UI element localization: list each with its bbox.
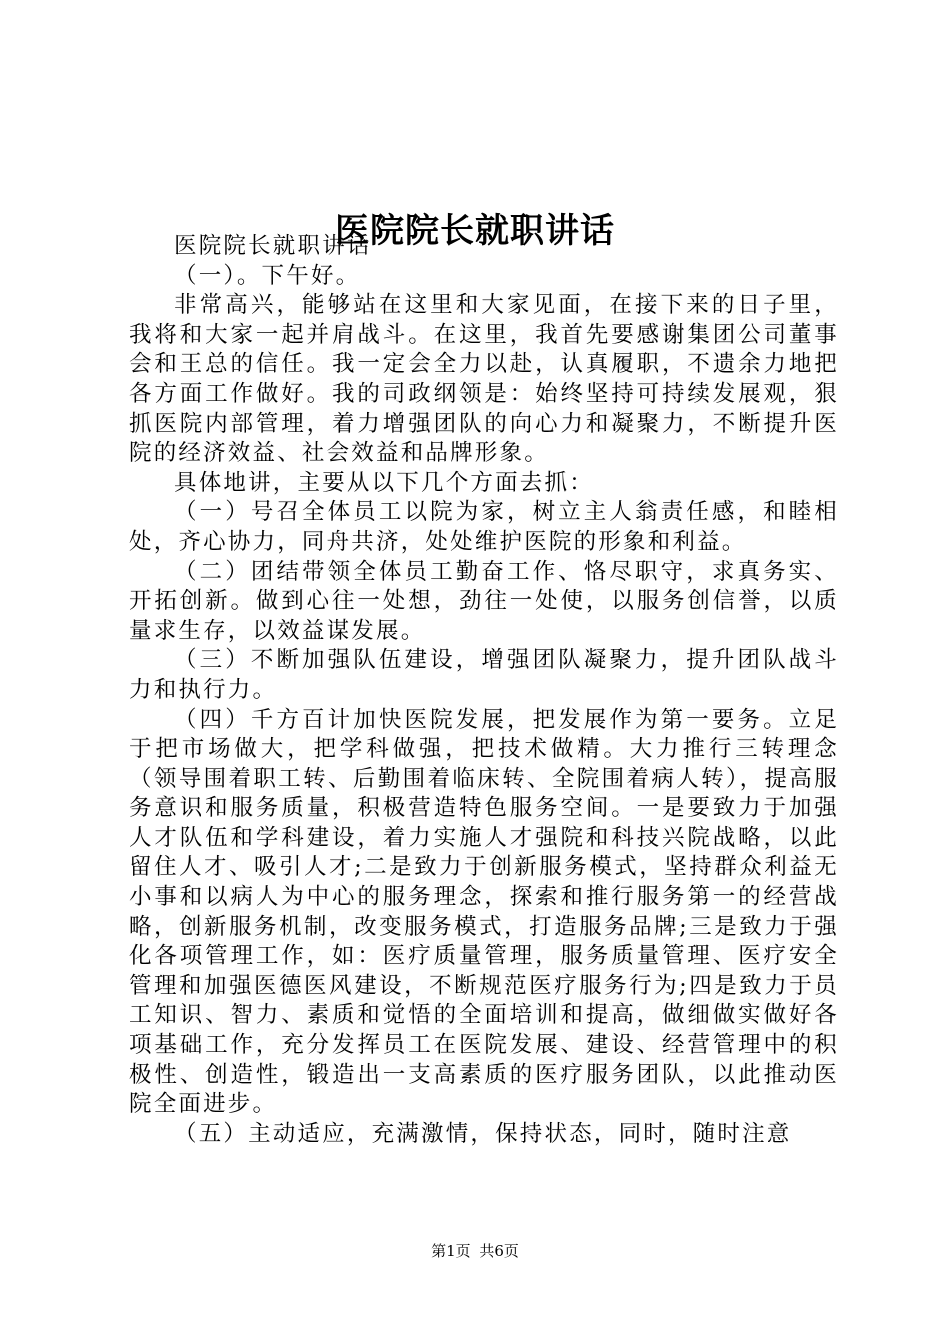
paragraph: （一）号召全体员工以院为家，树立主人翁责任感，和睦相处，齐心协力，同舟共济，处处维护医院的形象和利益。 — [129, 499, 839, 555]
paragraph: 非常高兴，能够站在这里和大家见面，在接下来的日子里，我将和大家一起并肩战斗。在这里，我首先要感谢集团公司董事会和王总的信任。我一定会全力以赴，认真履职，不遗余力地把各方面工作做好。我的司政纲领是：始终坚持可持续发展观，狠抓医院内部管理，着力增强团队的向心力和凝聚力，不断提升医院的经济效益、社会效益和品牌形象。 — [129, 292, 839, 467]
page-number: 第1页 — [431, 1242, 471, 1260]
paragraph: （一）。下午好。 — [174, 262, 361, 289]
document-title: 医院院长就职讲话 — [335, 210, 615, 251]
paragraph: 医院院长就职讲话 — [174, 233, 372, 259]
paragraph: （四）千方百计加快医院发展，把发展作为第一要务。立足于把市场做大，把学科做强，把技术做精。大力推行三转理念（领导围着职工转、后勤围着临床转、全院围着病人转），提高服务意识和服务质量，积极营造特色服务空间。一是要致力于加强人才队伍和学科建设，着力实施人才强院和科技兴院战略，以此留住人才、吸引人才;二是致力于创新服务模式，坚持群众利益无小事和以病人为中心的服务理念，探索和推行服务第一的经营战略，创新服务机制，改变服务模式，打造服务品牌;三是致力于强化各项管理工作，如：医疗质量管理，服务质量管理、医疗安全管理和加强医德医风建设，不断规范医疗服务行为;四是致力于员工知识、智力、素质和觉悟的全面培训和提高，做细做实做好各项基础工作，充分发挥员工在医院发展、建设、经营管理中的积极性、创造性，锻造出一支高素质的医疗服务团队，以此推动医院全面进步。 — [129, 706, 839, 1118]
page-footer — [0, 1240, 950, 1262]
paragraph: （三）不断加强队伍建设，增强团队凝聚力，提升团队战斗力和执行力。 — [129, 647, 839, 703]
document-body — [129, 232, 839, 1149]
page-total: 共6页 — [479, 1242, 519, 1260]
paragraph: （五）主动适应，充满激情，保持状态，同时，随时注意 — [174, 1120, 792, 1147]
paragraph: 具体地讲，主要从以下几个方面去抓： — [174, 469, 594, 496]
paragraph: （二）团结带领全体员工勤奋工作、恪尽职守，求真务实、开拓创新。做到心往一处想，劲往一处使，以服务创信誉，以质量求生存，以效益谋发展。 — [129, 558, 839, 644]
